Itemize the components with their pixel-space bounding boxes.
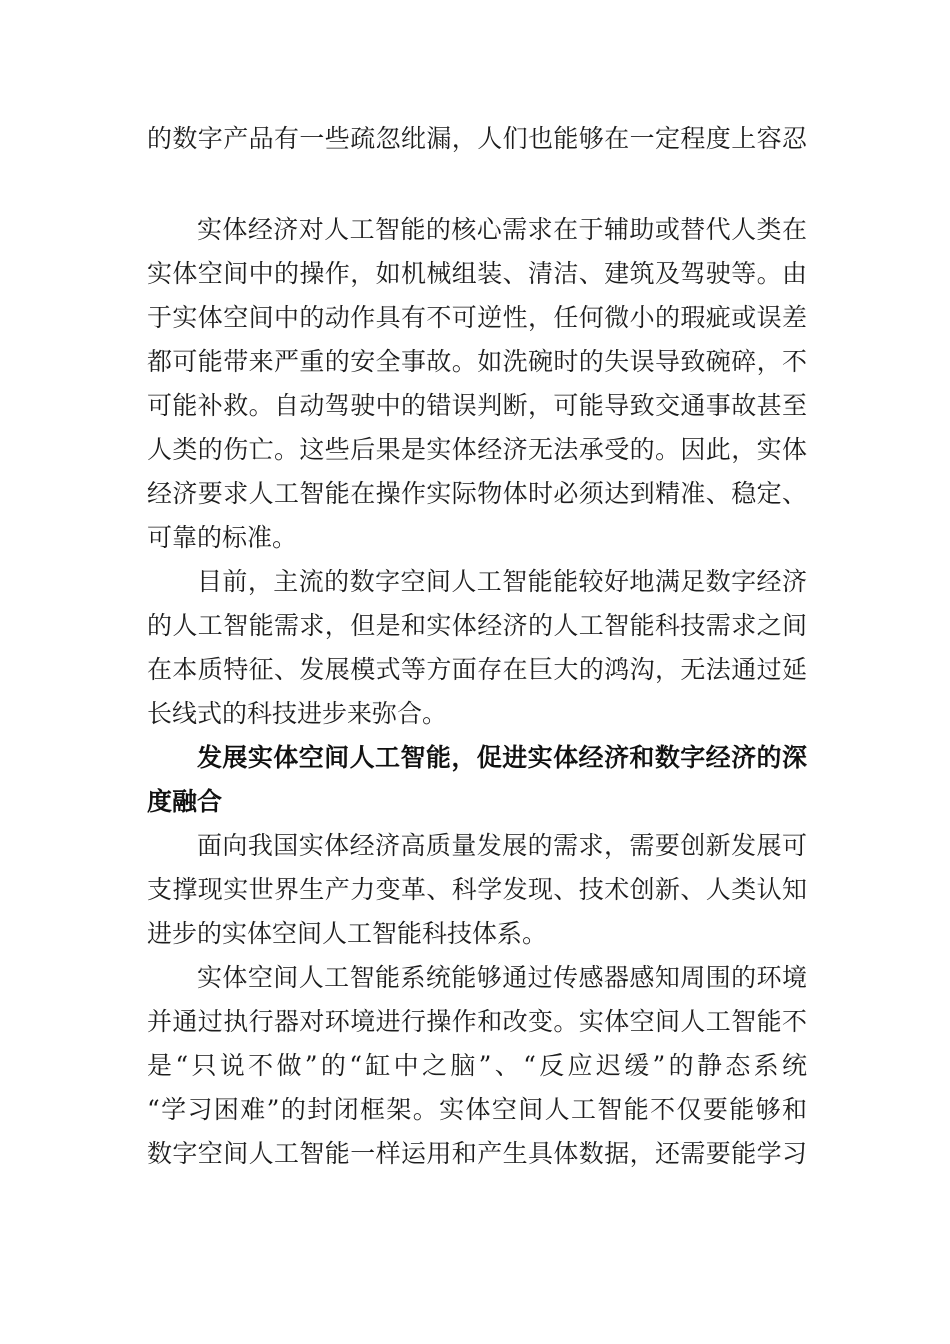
- paragraph-line: 实体经济对人工智能的核心需求在于辅助或替代人类在: [197, 215, 807, 244]
- paragraph-line: 并通过执行器对环境进行操作和改变。实体空间人工智能不: [147, 1007, 807, 1036]
- paragraph-line: 实体空间人工智能系统能够通过传感器感知周围的环境: [197, 963, 807, 992]
- section-heading: 发展实体空间人工智能，促进实体经济和数字经济的深: [197, 743, 807, 772]
- paragraph-line: 人类的伤亡。这些后果是实体经济无法承受的。因此，实体: [147, 435, 807, 464]
- paragraph-line: 支撑现实世界生产力变革、科学发现、技术创新、人类认知: [147, 875, 807, 904]
- paragraph-line: 面向我国实体经济高质量发展的需求，需要创新发展可: [197, 831, 807, 860]
- paragraph-line: 在本质特征、发展模式等方面存在巨大的鸿沟，无法通过延: [147, 655, 807, 684]
- paragraph-line: 数字空间人工智能一样运用和产生具体数据，还需要能学习: [147, 1139, 807, 1168]
- paragraph-line: 目前，主流的数字空间人工智能能较好地满足数字经济: [197, 567, 807, 596]
- paragraph-line: 可能补救。自动驾驶中的错误判断，可能导致交通事故甚至: [147, 391, 807, 420]
- paragraph-line: 进步的实体空间人工智能科技体系。: [147, 919, 548, 948]
- paragraph-line: 可靠的标准。: [147, 523, 298, 552]
- paragraph-line: 是“只说不做”的“缸中之脑”、“反应迟缓”的静态系统: [147, 1051, 807, 1080]
- paragraph-line: 都可能带来严重的安全事故。如洗碗时的失误导致碗碎，不: [147, 347, 807, 376]
- paragraph-line: 的人工智能需求，但是和实体经济的人工智能科技需求之间: [147, 611, 807, 640]
- section-heading: 度融合: [147, 787, 223, 816]
- paragraph-line: 长线式的科技进步来弥合。: [147, 699, 448, 728]
- paragraph-line: 实体空间中的操作，如机械组装、清洁、建筑及驾驶等。由: [147, 259, 807, 288]
- text-line: 的数字产品有一些疏忽纰漏，人们也能够在一定程度上容忍: [147, 124, 807, 153]
- paragraph-line: “学习困难”的封闭框架。实体空间人工智能不仅要能够和: [147, 1095, 807, 1124]
- paragraph-line: 于实体空间中的动作具有不可逆性，任何微小的瑕疵或误差: [147, 303, 807, 332]
- paragraph-line: 经济要求人工智能在操作实际物体时必须达到精准、稳定、: [147, 479, 807, 508]
